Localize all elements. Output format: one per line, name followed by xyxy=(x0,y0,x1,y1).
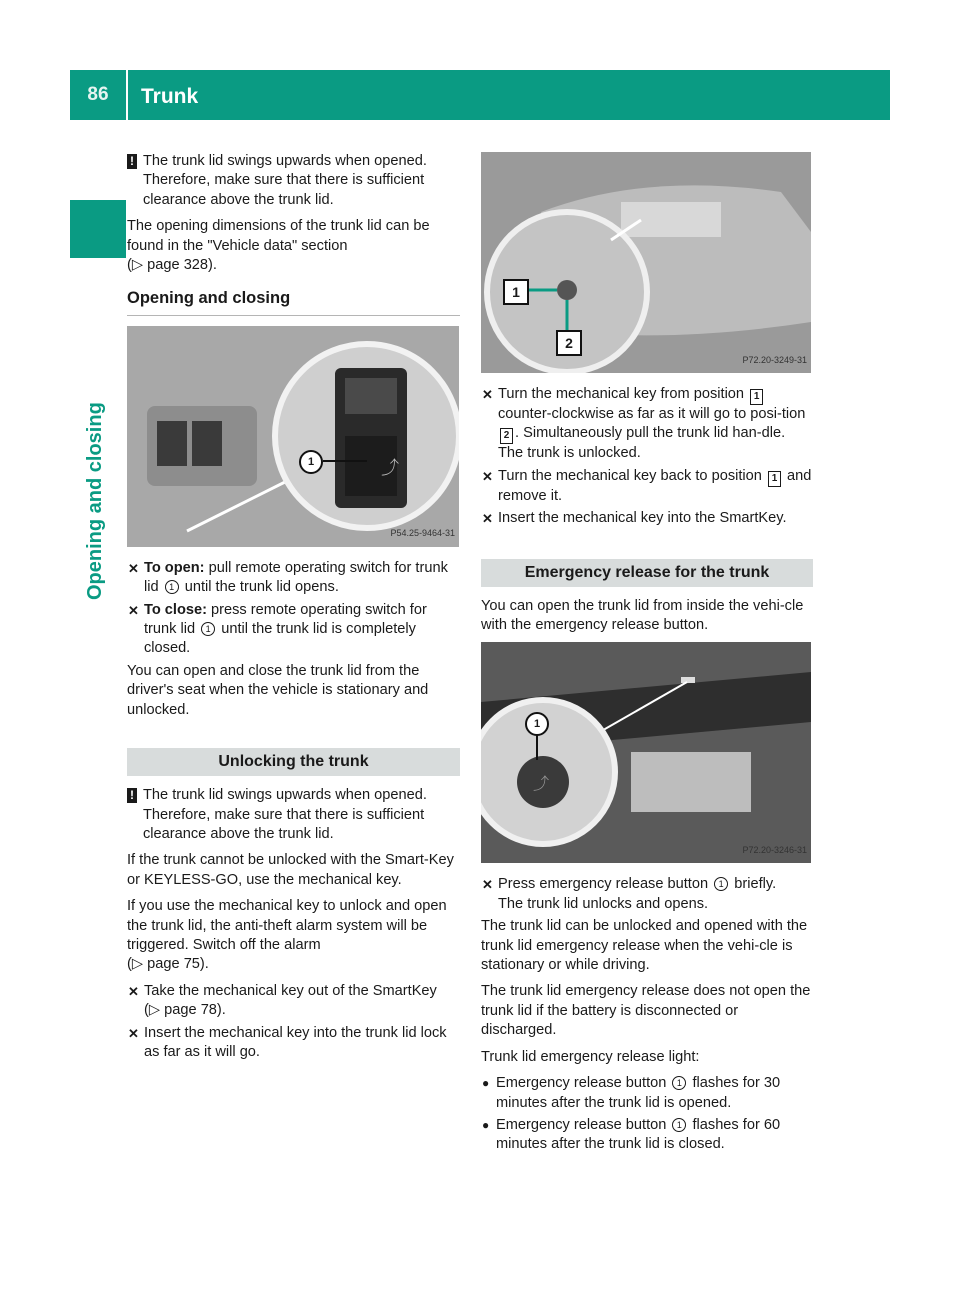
page-link[interactable]: page 78). xyxy=(164,1002,226,1019)
callout-1: 1 xyxy=(503,279,529,305)
callout-1: 1 xyxy=(525,712,549,736)
callout-ref: 1 xyxy=(672,1076,686,1090)
chapter-title: Opening and closing xyxy=(84,402,106,600)
figure-code: P72.20-3246-31 xyxy=(742,845,807,856)
page-ref-triangle-icon: ▷ xyxy=(131,956,144,973)
callout-1: 1 xyxy=(299,450,323,474)
warning-note xyxy=(127,786,460,844)
page-title: Trunk xyxy=(141,85,199,108)
page-link[interactable]: page 75). xyxy=(147,956,209,973)
step-arrow-icon: ✕ xyxy=(128,983,139,999)
step-arrow-icon: ✕ xyxy=(482,877,493,893)
figure-door-switch xyxy=(127,326,459,547)
callout-ref: 1 xyxy=(201,622,215,636)
step-press-button: ✕ Press emergency release button 1 briefly. The trunk lid unlocks and opens. xyxy=(482,876,777,912)
step-arrow-icon: ✕ xyxy=(128,560,139,576)
step-result: The trunk is unlocked. xyxy=(498,445,641,462)
step-insert-key-lock: ✕ Insert the mechanical key into the trunk lid lock as far as it will go. xyxy=(128,1024,447,1060)
step-arrow-icon: ✕ xyxy=(128,602,139,618)
step-result: The trunk lid unlocks and opens. xyxy=(498,895,709,912)
figure-emergency-button xyxy=(481,642,811,863)
page-ref-triangle-icon: ▷ xyxy=(148,1002,161,1019)
page-number: 86 xyxy=(87,84,109,105)
step-turn-back: ✕ Turn the mechanical key back to position 1 and remove it. xyxy=(482,467,812,504)
warning-text: The trunk lid swings upwards when opened. Therefore, make sure that there is sufficient clearance above the trunk lid. xyxy=(143,153,427,208)
step-turn-key: ✕ Turn the mechanical key from position 1 counter-clockwise as far as it will go to posi-tion 2 . Simultaneously pull the trunk lid han-dle. The trunk is unlocked. xyxy=(482,386,806,462)
left-column xyxy=(127,152,460,1065)
step-insert-smartkey: ✕ Insert the mechanical key into the SmartKey. xyxy=(481,509,813,528)
svg-text:⤴: ⤴ xyxy=(381,457,399,479)
chapter-tab xyxy=(70,200,126,258)
svg-text:⤴: ⤴ xyxy=(533,774,550,794)
step-close: ✕ To close: press remote operating switch for trunk lid 1 until the trunk lid is completely closed. xyxy=(128,601,427,657)
position-ref: 2 xyxy=(500,428,513,444)
page-link[interactable]: page 328). xyxy=(147,257,217,274)
paragraph-open-inside: You can open the trunk lid from inside the vehi-cle with the emergency release button. xyxy=(481,597,804,634)
bullet-item: ● Emergency release button 1 flashes for 60 minutes after the trunk lid is closed. xyxy=(482,1116,781,1153)
section-heading-unlocking: Unlocking the trunk xyxy=(127,748,460,776)
step-arrow-icon: ✕ xyxy=(482,511,493,527)
callout-ref: 1 xyxy=(714,877,728,891)
step-arrow-icon: ✕ xyxy=(128,1025,139,1041)
step-arrow-icon: ✕ xyxy=(482,387,493,402)
bullet-icon: ● xyxy=(482,1076,490,1091)
warning-note xyxy=(127,152,460,210)
paragraph-light: Trunk lid emergency release light: xyxy=(481,1048,700,1065)
bullet-item: ● Emergency release button 1 flashes for 30 minutes after the trunk lid is opened. xyxy=(482,1075,781,1111)
paragraph-driver-seat: You can open and close the trunk lid from the driver's seat when the vehicle is stationary and unlocked. xyxy=(127,662,429,718)
subsection-heading: Opening and closing xyxy=(127,289,460,315)
position-ref: 1 xyxy=(750,389,763,405)
position-ref: 1 xyxy=(768,471,781,487)
paragraph-unlocked-driving: The trunk lid can be unlocked and opened with the trunk lid emergency release when the vehi-cle is stationary or while driving. xyxy=(481,918,808,974)
figure-code: P54.25-9464-31 xyxy=(390,528,455,539)
paragraph-cannot-unlock: If the trunk cannot be unlocked with the Smart-Key or KEYLESS-GO, use the mechanical key. xyxy=(127,852,454,888)
figure-code: P72.20-3249-31 xyxy=(742,354,807,365)
callout-ref: 1 xyxy=(672,1118,686,1132)
paragraph-battery: The trunk lid emergency release does not open the trunk lid if the battery is disconnected or discharged. xyxy=(481,983,811,1039)
page-ref-triangle-icon: ▷ xyxy=(131,257,144,274)
bullet-icon: ● xyxy=(482,1117,490,1132)
paragraph-dimensions: The opening dimensions of the trunk lid can be found in the "Vehicle data" section (▷ page 328). xyxy=(127,218,430,274)
emergency-button-illustration xyxy=(481,642,811,863)
callout-2: 2 xyxy=(556,330,582,356)
step-take-key: ✕ Take the mechanical key out of the SmartKey (▷ page 78). xyxy=(128,982,437,1019)
paragraph-alarm: If you use the mechanical key to unlock and open the trunk lid, the anti-theft alarm system will be triggered. Switch off the alarm (▷ page 75). xyxy=(127,898,447,973)
warning-icon: ! xyxy=(127,154,137,169)
callout-ref: 1 xyxy=(165,580,179,594)
trunk-lock-illustration xyxy=(481,152,811,373)
warning-icon: ! xyxy=(127,788,137,803)
warning-text: The trunk lid swings upwards when opened. Therefore, make sure that there is sufficient clearance above the trunk lid. xyxy=(143,787,427,842)
section-heading-emergency: Emergency release for the trunk xyxy=(481,559,813,587)
door-switch-illustration xyxy=(127,326,459,547)
header-divider xyxy=(126,70,128,120)
step-arrow-icon: ✕ xyxy=(482,468,493,484)
step-open: ✕ To open: pull remote operating switch for trunk lid 1 until the trunk lid opens. xyxy=(128,559,448,596)
figure-trunk-lock xyxy=(481,152,811,373)
right-column xyxy=(481,152,813,1158)
